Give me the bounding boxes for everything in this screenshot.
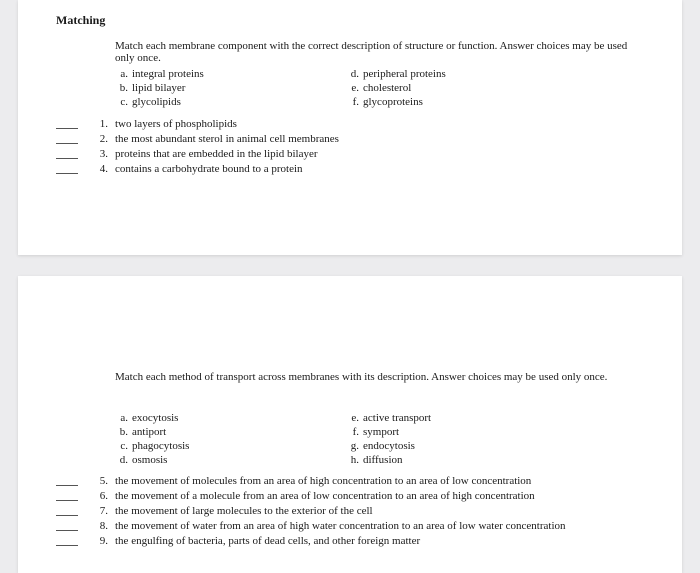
choice-item: f. glycoproteins [352,96,423,108]
answer-blank[interactable] [56,173,78,174]
choice-item: e. active transport [351,412,432,424]
choice-item: a. exocytosis [120,412,179,424]
choices-right-column [341,67,446,109]
question-row: 1. two layers of phospholipids [56,117,656,132]
section2-questions [56,474,656,549]
choice-item: e. cholesterol [351,82,412,94]
question-row: 7. the movement of large molecules to the exterior of the cell [56,504,656,519]
choices-left-column [110,411,189,467]
choices-left-column [110,67,204,109]
question-row: 6. the movement of a molecule from an area of low concentration to an area of high concentration [56,489,656,504]
section1-instructions: Match each membrane component with the correct description of structure or function. Answer choices may be used only once. [115,40,628,64]
answer-blank[interactable] [56,485,78,486]
choice-item: b. antiport [119,426,167,438]
choice-item: c. phagocytosis [120,440,190,452]
choices-right-column [341,411,431,467]
answer-blank[interactable] [56,158,78,159]
worksheet-page-1 [18,0,682,255]
question-row: 8. the movement of water from an area of high water concentration to an area of low water concentration [56,519,656,534]
choice-item: b. lipid bilayer [119,82,186,94]
choice-item: g. endocytosis [350,440,415,452]
choice-item: d. peripheral proteins [350,68,446,80]
answer-blank[interactable] [56,128,78,129]
choice-item: h. diffusion [350,454,403,466]
answer-blank[interactable] [56,545,78,546]
worksheet-page-2 [18,276,682,573]
section2-instructions: Match each method of transport across membranes with its description. Answer choices may be used only once. [115,371,608,383]
question-row: 9. the engulfing of bacteria, parts of dead cells, and other foreign matter [56,534,656,549]
question-row: 2. the most abundant sterol in animal cell membranes [56,132,656,147]
choice-item: d. osmosis [119,454,168,466]
choice-item: f. symport [352,426,400,438]
answer-blank[interactable] [56,500,78,501]
choice-item: c. glycolipids [120,96,181,108]
choice-item: a. integral proteins [120,68,204,80]
section1-questions [56,117,656,177]
question-row: 3. proteins that are embedded in the lipid bilayer [56,147,656,162]
section-title: Matching [56,13,106,27]
answer-blank[interactable] [56,143,78,144]
question-row: 4. contains a carbohydrate bound to a protein [56,162,656,177]
question-row: 5. the movement of molecules from an area of high concentration to an area of low concentration [56,474,656,489]
answer-blank[interactable] [56,530,78,531]
answer-blank[interactable] [56,515,78,516]
